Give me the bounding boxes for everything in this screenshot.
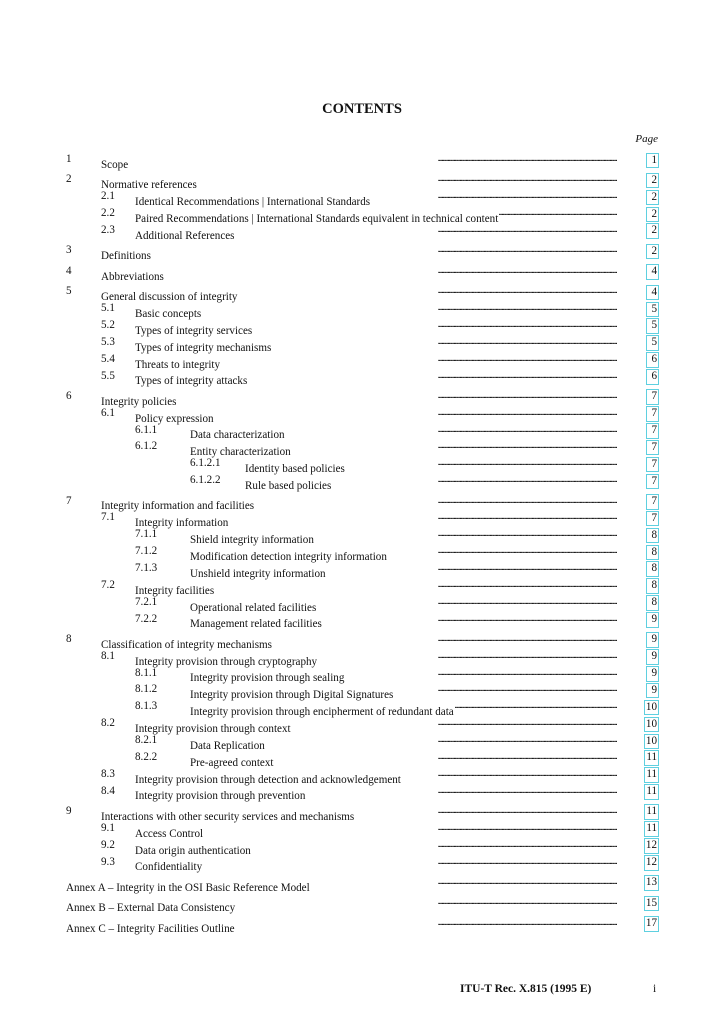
toc-page-link[interactable]: 2 (646, 207, 659, 223)
toc-entry-label: Annex B – External Data Consistency (66, 902, 236, 915)
toc-entry[interactable] (0, 611, 724, 631)
toc-entry-number: 7.1.1 (135, 528, 158, 541)
toc-entry[interactable] (0, 317, 724, 337)
dot-leader (273, 631, 617, 648)
dot-leader (236, 222, 618, 239)
toc-entry-label: Abbreviations (101, 270, 164, 283)
toc-entry[interactable] (0, 222, 724, 242)
toc-entry-label: Integrity provision through prevention (135, 790, 306, 803)
toc-entry-title (66, 894, 617, 917)
toc-page-link[interactable]: 10 (644, 717, 659, 733)
toc-entry-label: Data characterization (190, 429, 285, 442)
toc-entry-number: 6.1.1 (135, 423, 158, 436)
toc-entry-title (245, 472, 617, 495)
toc-entry-number: 8.2.1 (135, 734, 158, 746)
toc-entry-number: 2.2 (101, 207, 115, 220)
dot-leader (266, 732, 617, 749)
toc-entry-number: 4 (66, 264, 72, 277)
toc-entry[interactable] (0, 283, 724, 304)
dot-leader (371, 188, 617, 205)
toc-page-link[interactable]: 6 (646, 352, 659, 368)
toc-page-link[interactable]: 12 (644, 855, 659, 871)
toc-entry-number: 7.1.2 (135, 545, 158, 558)
dot-leader (221, 351, 617, 368)
toc-entry-label: Access Control (135, 827, 204, 840)
toc-page-link[interactable]: 8 (646, 578, 659, 594)
toc-entry[interactable] (0, 151, 724, 171)
toc-page-link[interactable]: 7 (646, 406, 659, 422)
toc-entry[interactable] (0, 665, 724, 685)
toc-entry-title (190, 611, 617, 634)
dot-leader (388, 543, 617, 560)
toc-entry[interactable] (0, 205, 724, 225)
dot-leader (394, 681, 617, 698)
dot-leader (332, 472, 617, 489)
dot-leader (292, 715, 617, 732)
toc-entry-number: 7.2.2 (135, 612, 158, 625)
toc-entry[interactable] (0, 526, 724, 547)
toc-entry-number: 5.5 (101, 369, 115, 382)
toc-entry-number: 2.3 (101, 223, 115, 236)
dot-leader (315, 526, 617, 543)
toc-entry[interactable] (0, 493, 724, 513)
toc-entry[interactable] (0, 472, 724, 492)
toc-entry-label: Basic concepts (135, 307, 202, 320)
dot-leader (238, 283, 617, 300)
toc-entry[interactable] (0, 388, 724, 408)
dot-leader (177, 388, 617, 405)
dot-leader (402, 766, 617, 783)
dot-leader (236, 894, 617, 911)
toc-page-link[interactable]: 8 (646, 545, 659, 561)
dot-leader (311, 874, 617, 891)
toc-entry-title (135, 222, 617, 245)
toc-page-link[interactable]: 5 (646, 302, 659, 318)
toc-entry[interactable] (0, 300, 724, 320)
dot-leader (355, 803, 617, 820)
toc-page-link[interactable]: 8 (646, 561, 659, 577)
toc-entry-number: 3 (66, 244, 72, 257)
page-title: CONTENTS (322, 101, 402, 117)
dot-leader (306, 783, 617, 800)
toc-entry[interactable] (0, 188, 724, 209)
toc-entry-label: Integrity provision through context (135, 723, 291, 735)
toc-entry-number: 9.3 (101, 855, 115, 868)
dot-leader (327, 560, 617, 577)
toc-entry[interactable] (0, 820, 724, 840)
toc-page-link[interactable]: 17 (644, 916, 659, 932)
toc-entry[interactable] (0, 698, 724, 719)
toc-entry-number: 9.2 (101, 838, 115, 851)
toc-page-link[interactable]: 7 (646, 457, 659, 473)
toc-entry-label: Management related facilities (190, 618, 322, 631)
dot-leader (152, 242, 617, 259)
toc-page-link[interactable]: 9 (646, 683, 659, 699)
toc-entry-title (135, 854, 617, 877)
dot-leader (215, 577, 617, 594)
toc-page-link[interactable]: 9 (646, 666, 659, 682)
dot-leader (346, 455, 617, 472)
toc-page-link[interactable]: 12 (644, 838, 659, 854)
toc-page-link[interactable]: 8 (646, 595, 659, 611)
footer-page-number: i (653, 983, 657, 995)
toc-entry-label: Integrity information and facilities (101, 500, 255, 513)
toc-page-link[interactable]: 5 (646, 335, 659, 351)
toc-page-link[interactable]: 9 (646, 612, 659, 628)
toc-page-link[interactable]: 10 (644, 700, 659, 716)
dot-leader (198, 171, 617, 188)
toc-entry-label: Modification detection integrity information (190, 550, 387, 563)
toc-entry-number: 8.2.2 (135, 750, 158, 763)
toc-entry-number: 6.1.2 (135, 440, 158, 453)
toc-entry-label: Unshield integrity information (190, 567, 326, 580)
toc-entry-number: 7.2.1 (135, 595, 158, 608)
toc-entry[interactable] (0, 334, 724, 354)
toc-entry-number: 9 (66, 804, 72, 817)
toc-page-link[interactable]: 13 (644, 875, 659, 891)
toc-entry-label: Definitions (101, 250, 151, 263)
toc-entry-label: Integrity provision through encipherment of redundant data (190, 706, 454, 719)
toc-entry[interactable] (0, 803, 724, 823)
dot-leader (286, 422, 617, 439)
toc-entry-number: 8.1.1 (135, 666, 158, 679)
toc-entry-title (135, 783, 617, 806)
toc-entry-number: 8.4 (101, 784, 115, 797)
toc-entry-number: 1 (66, 153, 72, 165)
toc-entry[interactable] (0, 854, 724, 874)
toc-page-link[interactable]: 11 (644, 804, 659, 820)
toc-entry-title (66, 874, 617, 897)
toc-entry[interactable] (0, 263, 724, 283)
toc-entry[interactable] (0, 648, 724, 668)
toc-page-link[interactable]: 2 (646, 190, 659, 206)
dot-leader (236, 915, 617, 932)
toc-entry-label: Types of integrity mechanisms (135, 341, 272, 354)
table-of-contents (0, 151, 724, 935)
toc-entry-number: 2.1 (101, 190, 115, 203)
toc-entry[interactable] (0, 783, 724, 803)
toc-entry[interactable] (0, 543, 724, 563)
toc-entry[interactable] (0, 368, 724, 388)
toc-entry-label: Identity based policies (245, 463, 345, 476)
toc-entry[interactable] (0, 171, 724, 192)
toc-entry-title (101, 263, 617, 286)
toc-page-link[interactable]: 7 (646, 423, 659, 439)
dot-leader (499, 205, 617, 222)
toc-entry[interactable] (0, 577, 724, 597)
toc-entry-label: Types of integrity services (135, 324, 253, 337)
toc-entry[interactable] (0, 749, 724, 769)
dot-leader (318, 648, 617, 665)
toc-entry-number: 7.2 (101, 578, 115, 591)
dot-leader (253, 317, 617, 334)
toc-page-link[interactable]: 7 (646, 511, 659, 527)
toc-entry-label: Classification of integrity mechanisms (101, 638, 272, 651)
toc-entry[interactable] (0, 509, 724, 530)
toc-entry[interactable] (0, 242, 724, 263)
toc-entry-number: 5.1 (101, 302, 115, 315)
toc-entry-number: 8.2 (101, 717, 115, 730)
dot-leader (272, 334, 617, 351)
toc-entry-number: 6.1 (101, 406, 115, 419)
footer-reference: ITU-T Rec. X.815 (1995 E) (460, 983, 592, 995)
dot-leader (274, 749, 617, 766)
toc-entry-label: Integrity provision through detection and acknowledgement (135, 773, 401, 786)
toc-entry-label: Policy expression (135, 412, 214, 425)
toc-entry-number: 9.1 (101, 821, 115, 834)
toc-entry[interactable] (0, 438, 724, 459)
toc-entry-number: 7.1 (101, 511, 115, 524)
toc-entry-number: 5 (66, 285, 72, 298)
toc-entry[interactable] (0, 732, 724, 752)
dot-leader (215, 405, 617, 422)
toc-entry-number: 2 (66, 173, 72, 186)
toc-entry-label: Integrity provision through cryptography (135, 655, 318, 668)
toc-entry-label: Paired Recommendations | International Standards equivalent in technical content (135, 212, 499, 225)
toc-entry-number: 8 (66, 632, 72, 645)
toc-page-link[interactable]: 7 (646, 440, 659, 456)
toc-entry-number: 6.1.2.1 (190, 457, 221, 470)
toc-page-link[interactable]: 4 (646, 264, 659, 280)
toc-entry[interactable] (0, 874, 724, 894)
toc-entry-label: Annex A – Integrity in the OSI Basic Reference Model (66, 881, 310, 894)
toc-entry-title (135, 368, 617, 391)
toc-page-link[interactable]: 7 (646, 389, 659, 405)
toc-entry-number: 6.1.2.2 (190, 474, 221, 487)
toc-entry-title (101, 151, 617, 174)
toc-page-link[interactable]: 8 (646, 528, 659, 544)
toc-entry[interactable] (0, 594, 724, 614)
toc-entry-label: Entity characterization (190, 446, 291, 459)
dot-leader (204, 820, 617, 837)
dot-leader (455, 698, 617, 715)
dot-leader (248, 368, 617, 385)
toc-page-link[interactable]: 2 (646, 173, 659, 189)
toc-entry[interactable] (0, 715, 724, 735)
toc-page-link[interactable]: 15 (644, 896, 659, 912)
toc-entry[interactable] (0, 766, 724, 786)
dot-leader (129, 151, 617, 168)
toc-entry[interactable] (0, 405, 724, 425)
toc-entry[interactable] (0, 681, 724, 702)
toc-entry[interactable] (0, 837, 724, 857)
toc-entry-label: Integrity provision through sealing (190, 672, 345, 685)
toc-entry-label: Shield integrity information (190, 534, 314, 547)
toc-entry-label: Integrity provision through Digital Signatures (190, 689, 394, 702)
toc-entry-label: Data Replication (190, 739, 265, 752)
toc-entry-label: Annex C – Integrity Facilities Outline (66, 922, 235, 935)
toc-entry-number: 8.1.3 (135, 700, 158, 713)
toc-entry-label: Threats to integrity (135, 358, 221, 371)
toc-entry-number: 7 (66, 494, 72, 507)
toc-page-link[interactable]: 7 (646, 474, 659, 490)
toc-entry-label: Scope (101, 158, 129, 171)
toc-page-link[interactable]: 1 (646, 153, 659, 169)
dot-leader (345, 665, 617, 682)
toc-entry-number: 8.3 (101, 767, 115, 780)
toc-entry[interactable] (0, 351, 724, 371)
toc-entry-label: Integrity policies (101, 395, 177, 408)
toc-entry-label: Types of integrity attacks (135, 375, 248, 388)
dot-leader (255, 493, 617, 510)
toc-entry-label: Normative references (101, 179, 197, 192)
dot-leader (229, 509, 617, 526)
toc-entry-number: 8.1.2 (135, 683, 158, 696)
dot-leader (252, 837, 617, 854)
toc-entry-number: 6 (66, 389, 72, 402)
toc-entry[interactable] (0, 631, 724, 651)
dot-leader (323, 611, 617, 628)
toc-page-link[interactable]: 9 (646, 649, 659, 665)
toc-page-link[interactable]: 7 (646, 494, 659, 510)
toc-entry-label: Confidentiality (135, 861, 203, 874)
toc-entry-label: Additional References (135, 229, 235, 242)
toc-page-link[interactable]: 9 (646, 632, 659, 648)
toc-page-link[interactable]: 2 (646, 244, 659, 260)
toc-entry-label: Interactions with other security services and mechanisms (101, 810, 355, 823)
dot-leader (203, 854, 617, 871)
toc-page-link[interactable]: 2 (646, 223, 659, 239)
toc-entry[interactable] (0, 455, 724, 476)
toc-page-link[interactable]: 5 (646, 318, 659, 334)
toc-entry[interactable] (0, 422, 724, 442)
page-column-header: Page (635, 133, 658, 145)
toc-entry-title (101, 242, 617, 265)
toc-entry-label: Identical Recommendations | International Standards (135, 196, 371, 209)
toc-page-link[interactable]: 11 (644, 784, 659, 800)
toc-entry-label: Rule based policies (245, 480, 332, 492)
toc-entry-label: Integrity facilities (135, 584, 215, 597)
toc-page-link[interactable]: 11 (644, 821, 659, 837)
dot-leader (292, 438, 617, 455)
toc-page-link[interactable]: 11 (644, 767, 659, 783)
toc-entry[interactable] (0, 915, 724, 935)
toc-entry-label: Integrity information (135, 517, 229, 530)
toc-entry-number: 5.2 (101, 318, 115, 331)
toc-entry-label: Operational related facilities (190, 601, 317, 614)
toc-page-link[interactable]: 10 (644, 734, 659, 750)
dot-leader (165, 263, 617, 280)
toc-entry-label: Data origin authentication (135, 844, 251, 857)
dot-leader (317, 594, 617, 611)
toc-entry[interactable] (0, 894, 724, 915)
toc-entry-number: 5.4 (101, 352, 115, 365)
toc-entry-label: General discussion of integrity (101, 291, 238, 304)
dot-leader (202, 300, 617, 317)
toc-entry[interactable] (0, 560, 724, 580)
toc-entry-title (66, 915, 617, 938)
toc-page-link[interactable]: 11 (644, 750, 659, 766)
toc-entry-number: 7.1.3 (135, 561, 158, 574)
toc-page-link[interactable]: 6 (646, 369, 659, 385)
toc-page-link[interactable]: 4 (646, 285, 659, 301)
toc-entry-number: 5.3 (101, 335, 115, 348)
toc-entry-label: Pre-agreed context (190, 756, 274, 769)
toc-entry-number: 8.1 (101, 649, 115, 662)
